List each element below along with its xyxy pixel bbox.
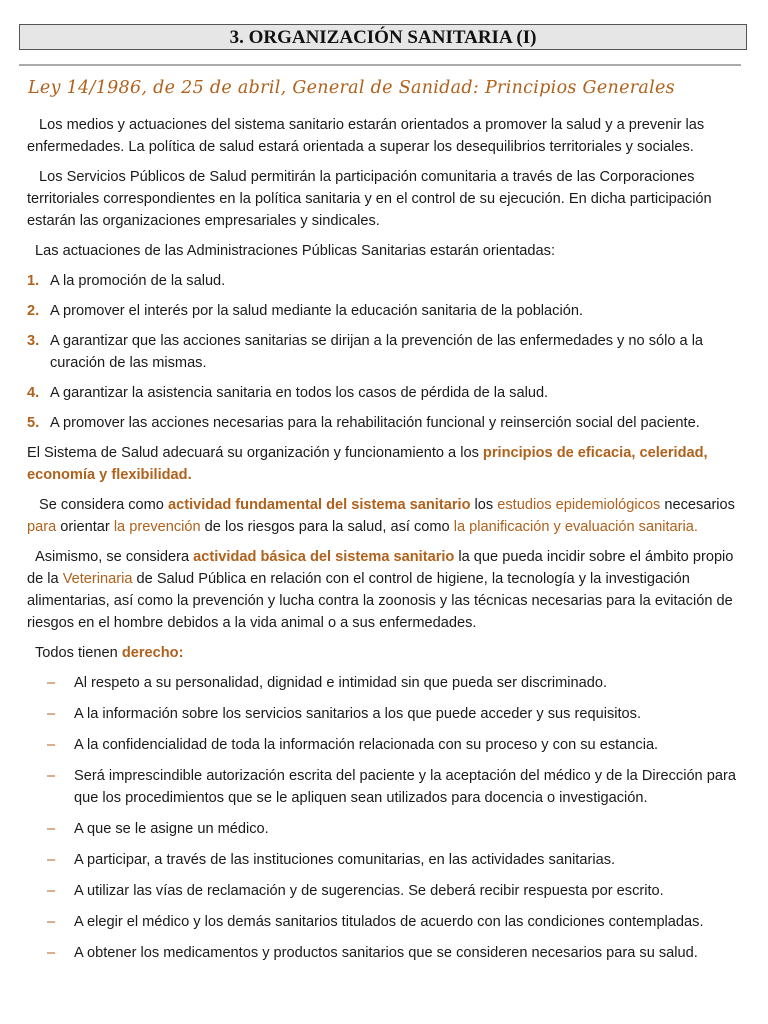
document-body	[27, 114, 739, 973]
list-number: 3.	[27, 333, 40, 349]
text-run: de Salud Pública en relación con el control de higiene, la tecnología y la investigación alimentarias, así como la prevención y lucha contra la zoonosis y las técnicas necesarias para la evitación de riesgos en el hombre debidos a la vida animal o a sus enfermedades.	[27, 571, 733, 631]
list-item	[27, 880, 739, 902]
list-number: 2.	[27, 303, 40, 319]
list-item	[27, 330, 739, 374]
highlight-fundamental: actividad fundamental del sistema sanitario	[167, 497, 471, 513]
text-run: El Sistema de Salud adecuará su organización y funcionamiento a los	[27, 445, 483, 461]
list-item-text: A promover el interés por la salud mediante la educación sanitaria de la población.	[50, 303, 583, 319]
list-item	[27, 300, 739, 322]
text-run: la que pueda incidir sobre el ámbito propio de la	[27, 549, 734, 587]
dash-marker: –	[47, 883, 56, 899]
dash-marker: –	[47, 675, 56, 691]
list-item-text: A que se le asigne un médico.	[74, 821, 269, 837]
page-title-box	[19, 24, 747, 50]
list-item	[27, 703, 739, 725]
list-item-text: A garantizar que las acciones sanitarias se dirijan a la prevención de las enfermedades y no sólo a la curación de las mismas.	[50, 333, 704, 371]
list-item-text: A elegir el médico y los demás sanitarios titulados de acuerdo con las condiciones contempladas.	[74, 914, 704, 930]
list-item	[27, 270, 739, 292]
paragraph-4	[27, 442, 739, 486]
text-run: Todos tienen	[35, 645, 122, 661]
highlight-para: para	[27, 519, 57, 535]
list-item	[27, 911, 739, 933]
paragraph-2: Los Servicios Públicos de Salud permitirán la participación comunitaria a través de las Corporaciones territoriales correspondientes en la política sanitaria y en el control de su ejecución. En dicha participación estarán las organizaciones empresariales y sindicales.	[27, 169, 712, 229]
dash-marker: –	[47, 852, 56, 868]
list-item-text: A la confidencialidad de toda la información relacionada con su proceso y con su estancia.	[74, 737, 659, 753]
text-run: los	[470, 497, 498, 513]
list-number: 5.	[27, 415, 40, 431]
list-item-text: Al respeto a su personalidad, dignidad e intimidad sin que pueda ser discriminado.	[74, 675, 607, 691]
highlight-veterinary: Veterinaria	[62, 571, 133, 587]
text-run: Asimismo, se considera	[35, 549, 194, 565]
list-item-text: A la promoción de la salud.	[50, 273, 226, 289]
list-item	[27, 818, 739, 840]
paragraph-6	[27, 546, 739, 634]
paragraph-5	[27, 494, 739, 538]
list-item	[27, 849, 739, 871]
section-subtitle: Ley 14/1986, de 25 de abril, General de Sanidad: Principios Generales	[28, 78, 675, 98]
list-item-text: A promover las acciones necesarias para la rehabilitación funcional y reinserción social del paciente.	[50, 415, 700, 431]
highlight-right: derecho:	[121, 645, 184, 661]
list-item	[27, 412, 739, 434]
dash-marker: –	[47, 914, 56, 930]
text-run: necesarios	[660, 497, 735, 513]
list-item	[27, 672, 739, 694]
list-item-text: A obtener los medicamentos y productos sanitarios que se consideren necesarios para su salud.	[74, 945, 698, 961]
paragraph-1: Los medios y actuaciones del sistema sanitario estarán orientados a promover la salud y a prevenir las enfermedades. La política de salud estará orientada a superar los desequilibrios territoriales y sociales.	[27, 117, 705, 155]
dash-marker: –	[47, 945, 56, 961]
highlight-principles: principios de eficacia, celeridad, economía y flexibilidad.	[27, 445, 708, 483]
title-divider	[19, 64, 741, 66]
text-run: Se considera como	[39, 497, 168, 513]
highlight-basic: actividad básica del sistema sanitario	[193, 549, 455, 565]
dash-marker: –	[47, 768, 56, 784]
text-run: orientar	[56, 519, 114, 535]
highlight-planning: la planificación y evaluación sanitaria.	[453, 519, 698, 535]
rights-list	[27, 672, 739, 964]
list-item	[27, 765, 739, 809]
list-number: 4.	[27, 385, 40, 401]
paragraph-3: Las actuaciones de las Administraciones Públicas Sanitarias estarán orientadas:	[35, 243, 555, 259]
page-title: 3. ORGANIZACIÓN SANITARIA (I)	[229, 27, 537, 48]
list-item-text: A garantizar la asistencia sanitaria en todos los casos de pérdida de la salud.	[50, 385, 549, 401]
list-item-text: A participar, a través de las instituciones comunitarias, en las actividades sanitarias.	[74, 852, 616, 868]
list-item	[27, 942, 739, 964]
list-item	[27, 382, 739, 404]
dash-marker: –	[47, 821, 56, 837]
list-item	[27, 734, 739, 756]
list-item-text: Será imprescindible autorización escrita del paciente y la aceptación del médico y de la Dirección para que los procedimientos que se le apliquen sean utilizados para docencia o investigación.	[74, 768, 736, 806]
text-run: de los riesgos para la salud, así como	[200, 519, 454, 535]
list-item-text: A la información sobre los servicios sanitarios a los que puede acceder y sus requisitos.	[74, 706, 642, 722]
list-item-text: A utilizar las vías de reclamación y de sugerencias. Se deberá recibir respuesta por escrito.	[74, 883, 664, 899]
dash-marker: –	[47, 737, 56, 753]
list-number: 1.	[27, 273, 40, 289]
highlight-prevention: la prevención	[113, 519, 201, 535]
paragraph-7	[27, 642, 739, 664]
highlight-epidemiology: estudios epidemiológicos	[497, 497, 661, 513]
numbered-list	[27, 270, 739, 434]
dash-marker: –	[47, 706, 56, 722]
